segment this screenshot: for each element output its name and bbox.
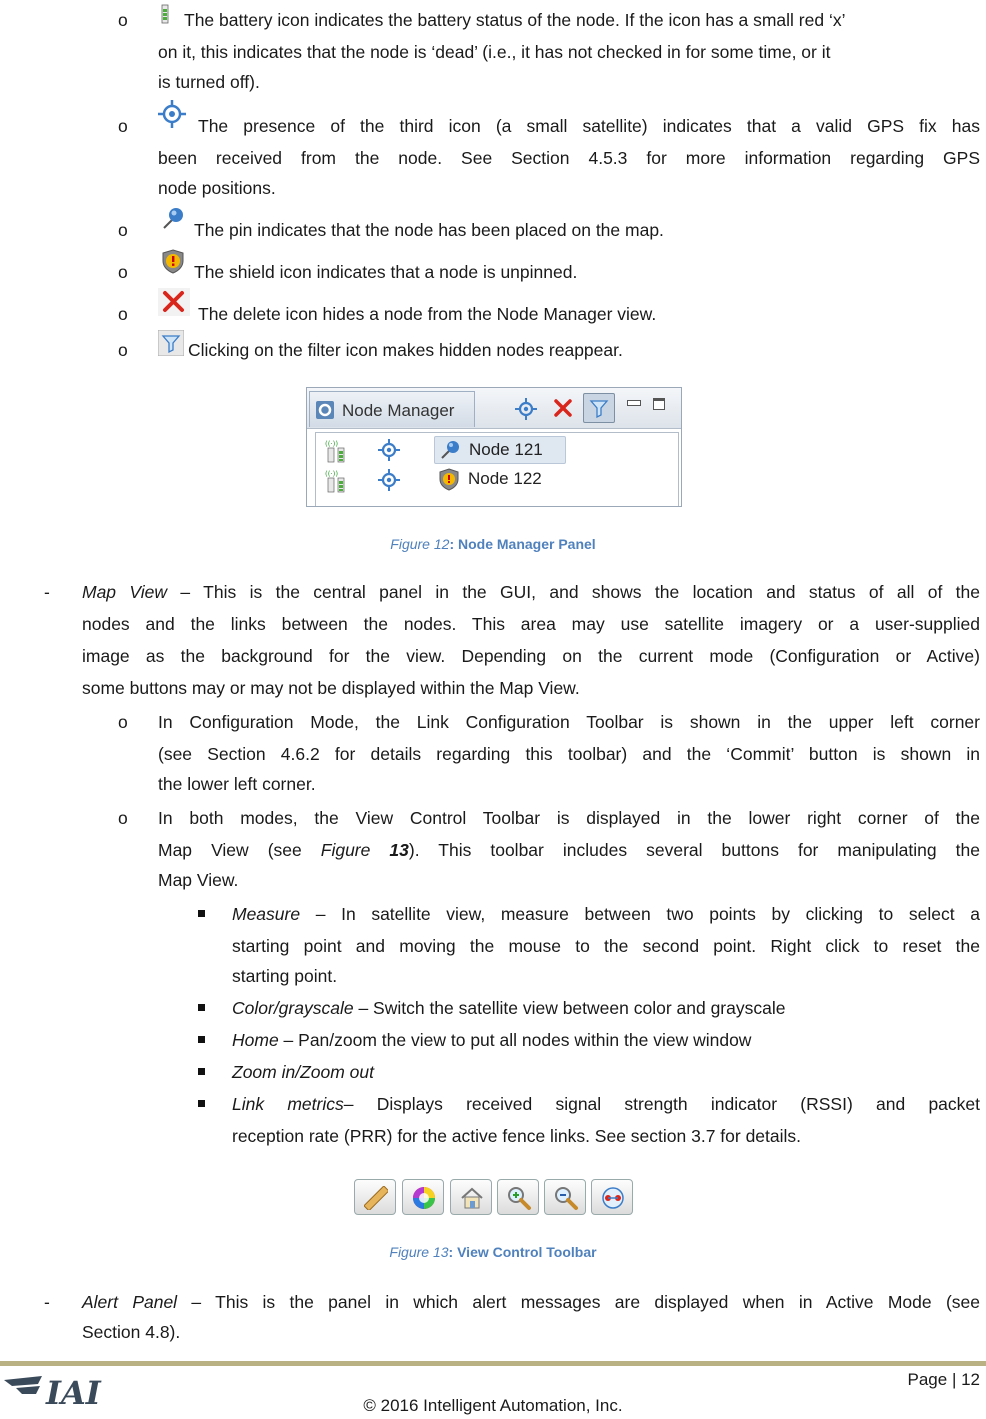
color-wheel-icon bbox=[411, 1185, 437, 1211]
node-manager-panel bbox=[306, 387, 682, 507]
bullet-marker: o bbox=[118, 10, 128, 30]
bullet-marker: o bbox=[118, 304, 128, 324]
link-metrics-button[interactable] bbox=[591, 1179, 633, 1215]
node-label-selected[interactable] bbox=[434, 436, 566, 464]
bullet-marker: o bbox=[118, 262, 128, 282]
paragraph-line: Link metrics– Displays received signal strength indicator (RSSI) and packet bbox=[232, 1094, 980, 1114]
pin-icon bbox=[160, 206, 186, 232]
list-item[interactable] bbox=[316, 465, 678, 495]
paragraph-line: (see Section 4.6.2 for details regarding this toolbar) and the ‘Commit’ button is shown in bbox=[158, 744, 980, 764]
bullet-text: on it, this indicates that the node is ‘dead’ (i.e., it has not checked in for some time, or it bbox=[158, 42, 831, 62]
paragraph-line: starting point. bbox=[232, 966, 338, 986]
paragraph-line: Alert Panel – This is the panel in which alert messages are displayed when in Active Mode (see bbox=[82, 1292, 980, 1312]
node-name: Node 122 bbox=[468, 469, 542, 488]
paragraph-line: nodes and the links between the nodes. This area may use satellite imagery or a user-supplied bbox=[82, 614, 980, 634]
gear-icon bbox=[316, 401, 334, 419]
node-name: Node 121 bbox=[469, 440, 543, 459]
measure-icon bbox=[364, 1186, 388, 1210]
paragraph-line: image as the background for the view. Depending on the current mode (Configuration or Active) bbox=[82, 646, 980, 666]
bullet-marker: o bbox=[118, 808, 128, 828]
bullet-text: The battery icon indicates the battery status of the node. If the icon has a small red ‘x’ bbox=[184, 10, 846, 30]
paragraph-line: Map View. bbox=[158, 870, 239, 890]
color-grayscale-button[interactable] bbox=[402, 1179, 444, 1215]
node-list bbox=[315, 432, 679, 506]
satellite-icon[interactable] bbox=[515, 398, 537, 420]
bullet-marker: o bbox=[118, 116, 128, 136]
minimize-icon[interactable] bbox=[627, 400, 641, 406]
svg-text:((·)): ((·)) bbox=[325, 440, 339, 448]
paragraph-line: Map View (see Figure 13). This toolbar includes several buttons for manipulating the bbox=[158, 840, 980, 860]
footer-divider bbox=[0, 1361, 986, 1366]
zoom-in-button[interactable] bbox=[497, 1179, 539, 1215]
satellite-icon bbox=[378, 439, 400, 461]
list-item[interactable] bbox=[316, 435, 678, 465]
delete-icon[interactable] bbox=[553, 398, 573, 418]
shield-icon bbox=[160, 248, 186, 274]
bullet-text: The delete icon hides a node from the Node Manager view. bbox=[198, 304, 657, 324]
radio-battery-icon bbox=[322, 467, 348, 493]
filter-icon bbox=[158, 330, 184, 356]
svg-text:((·)): ((·)) bbox=[325, 470, 339, 478]
maximize-icon[interactable] bbox=[653, 398, 665, 410]
square-bullet bbox=[198, 1100, 205, 1107]
view-control-toolbar bbox=[354, 1179, 634, 1217]
filter-button[interactable] bbox=[583, 393, 615, 423]
dash-marker: - bbox=[44, 1292, 50, 1312]
paragraph-line: In Configuration Mode, the Link Configuration Toolbar is shown in the upper left corner bbox=[158, 712, 980, 732]
zoom-out-button[interactable] bbox=[544, 1179, 586, 1215]
paragraph-line: Color/grayscale – Switch the satellite view between color and grayscale bbox=[232, 998, 786, 1018]
home-icon bbox=[459, 1185, 485, 1211]
bullet-marker: o bbox=[118, 220, 128, 240]
paragraph-line: In both modes, the View Control Toolbar is displayed in the lower right corner of the bbox=[158, 808, 980, 828]
paragraph-line: Map View – This is the central panel in the GUI, and shows the location and status of all of the bbox=[82, 582, 980, 602]
bullet-text: The presence of the third icon (a small satellite) indicates that a valid GPS fix has bbox=[198, 116, 980, 136]
square-bullet bbox=[198, 1004, 205, 1011]
square-bullet bbox=[198, 1068, 205, 1075]
paragraph-line: Home – Pan/zoom the view to put all nodes within the view window bbox=[232, 1030, 752, 1050]
bullet-text: Clicking on the filter icon makes hidden nodes reappear. bbox=[188, 340, 623, 360]
bullet-text: node positions. bbox=[158, 178, 276, 198]
figure-caption: Figure 12: Node Manager Panel bbox=[390, 536, 596, 552]
tab-node-manager[interactable] bbox=[309, 391, 475, 427]
shield-icon bbox=[438, 468, 460, 492]
zoom-in-icon bbox=[506, 1185, 532, 1211]
delete-icon bbox=[158, 288, 190, 316]
tab-label: Node Manager bbox=[342, 401, 455, 420]
bullet-text: The shield icon indicates that a node is unpinned. bbox=[194, 262, 578, 282]
filter-icon bbox=[589, 398, 609, 418]
satellite-icon bbox=[158, 100, 186, 128]
dash-marker: - bbox=[44, 582, 50, 602]
paragraph-line: Measure – In satellite view, measure between two points by clicking to select a bbox=[232, 904, 980, 924]
pin-icon bbox=[439, 439, 461, 461]
bullet-text: is turned off). bbox=[158, 72, 260, 92]
radio-battery-icon bbox=[322, 437, 348, 463]
square-bullet bbox=[198, 910, 205, 917]
satellite-icon bbox=[378, 469, 400, 491]
paragraph-line: Zoom in/Zoom out bbox=[232, 1062, 374, 1082]
copyright: © 2016 Intelligent Automation, Inc. bbox=[363, 1396, 623, 1415]
bullet-marker: o bbox=[118, 340, 128, 360]
square-bullet bbox=[198, 1036, 205, 1043]
figure-caption: Figure 13: View Control Toolbar bbox=[389, 1244, 597, 1260]
paragraph-line: reception rate (PRR) for the active fence links. See section 3.7 for details. bbox=[232, 1126, 802, 1146]
page-number: Page | 12 bbox=[907, 1370, 980, 1389]
link-metrics-icon bbox=[600, 1185, 626, 1211]
paragraph-line: starting point and moving the mouse to the second point. Right click to reset the bbox=[232, 936, 980, 956]
bullet-marker: o bbox=[118, 712, 128, 732]
paragraph-line: some buttons may or may not be displayed within the Map View. bbox=[82, 678, 580, 698]
measure-button[interactable] bbox=[354, 1179, 396, 1215]
paragraph-line: Section 4.8). bbox=[82, 1322, 181, 1342]
bullet-text: The pin indicates that the node has been placed on the map. bbox=[194, 220, 664, 240]
bullet-text: been received from the node. See Section 4.5.3 for more information regarding GPS bbox=[158, 148, 980, 168]
paragraph-line: the lower left corner. bbox=[158, 774, 316, 794]
zoom-out-icon bbox=[553, 1185, 579, 1211]
battery-icon bbox=[160, 4, 170, 24]
home-button[interactable] bbox=[450, 1179, 492, 1215]
svg-text:IAI: IAI bbox=[46, 1374, 101, 1410]
